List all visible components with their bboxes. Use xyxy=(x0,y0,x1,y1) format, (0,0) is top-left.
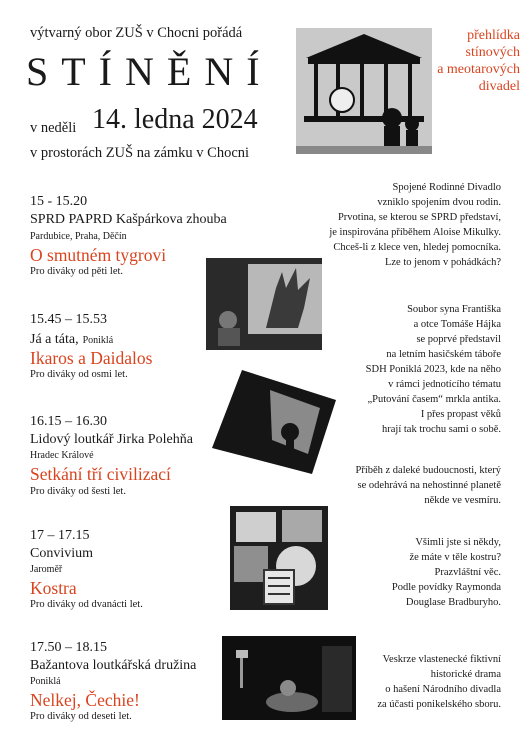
description-line: Douglase Bradburyho. xyxy=(405,597,501,608)
description-line: „Putování časem“ mrkla antika. xyxy=(367,394,501,405)
venue: v prostorách ZUŠ na zámku v Chocni xyxy=(30,145,250,161)
description-line: a otce Tomáše Hájka xyxy=(413,319,501,330)
festival-date: 14. ledna 2024 xyxy=(92,104,258,135)
program-time: 15.45 – 15.53 xyxy=(30,312,107,327)
show-description xyxy=(290,463,501,508)
description-line: Všimli jste si někdy, xyxy=(415,537,501,548)
description-line: někde ve vesmíru. xyxy=(424,495,501,506)
festival-title: STÍNĚNÍ xyxy=(26,49,273,94)
ensemble-name: Bažantova loutkářská družina xyxy=(30,658,197,673)
program-time: 15 - 15.20 xyxy=(30,194,88,209)
show-description xyxy=(260,180,501,270)
subtitle-line: a meotarových xyxy=(437,62,520,77)
show-title: Ikaros a Daidalos xyxy=(30,348,153,368)
show-photo xyxy=(222,636,356,720)
description-line: Veskrze vlastenecké fiktivní xyxy=(382,654,501,665)
description-line: je inspirována příběhem Aloise Mikulky. xyxy=(329,227,501,238)
program-time: 16.15 – 16.30 xyxy=(30,414,107,429)
description-line: že máte v těle kostru? xyxy=(409,552,501,563)
ensemble-name: Já a táta, xyxy=(30,332,79,347)
ensemble-name: SPRD PAPRD Kašpárkova zhouba xyxy=(30,212,227,227)
show-title: O smutném tygrovi xyxy=(30,245,167,265)
age-recommendation: Pro diváky od osmi let. xyxy=(30,369,128,380)
show-photo xyxy=(212,370,336,474)
description-line: za účasti ponikelského sboru. xyxy=(377,699,501,710)
ensemble-place: Pardubice, Praha, Děčín xyxy=(30,231,127,242)
description-line: Prvotina, se kterou se SPRD představí, xyxy=(337,212,501,223)
description-line: na letním hasičském táboře xyxy=(386,349,501,360)
ensemble-place: Poniklá xyxy=(82,335,114,346)
puppet-scene-image xyxy=(222,636,356,720)
subtitle-line: přehlídka xyxy=(467,28,520,43)
description-line: Podle povídky Raymonda xyxy=(391,582,501,593)
date-prefix: v neděli xyxy=(30,120,77,136)
description-line: se poprvé představil xyxy=(416,334,501,345)
description-line: Prazvláštní věc. xyxy=(434,567,501,578)
description-line: Lze to jenom v pohádkách? xyxy=(384,257,501,268)
show-photo xyxy=(230,506,328,610)
description-line: Příběh z daleké budoucnosti, který xyxy=(355,465,501,476)
program-time: 17 – 17.15 xyxy=(30,528,90,543)
program-time: 17.50 – 18.15 xyxy=(30,640,107,655)
description-line: se odehrává na nehostinné planetě xyxy=(357,480,501,491)
subtitle-line: divadel xyxy=(478,79,520,94)
description-line: Spojené Rodinné Divadlo xyxy=(392,182,501,193)
ensemble-name: Lidový loutkář Jirka Polehňa xyxy=(30,432,193,447)
description-line: v rámci jednotícího tématu xyxy=(388,379,501,390)
age-recommendation: Pro diváky od pěti let. xyxy=(30,266,124,277)
projection-collage-image xyxy=(230,506,328,610)
show-title: Kostra xyxy=(30,578,77,598)
description-line: Chceš-li z klece ven, hledej pomocníka. xyxy=(333,242,501,253)
show-description xyxy=(350,652,501,712)
ensemble-name: Convivium xyxy=(30,546,94,561)
description-line: o hašení Národního divadla xyxy=(385,684,501,695)
ensemble-place: Poniklá xyxy=(30,676,61,687)
show-description xyxy=(340,535,501,610)
organizer-intro: výtvarný obor ZUŠ v Chocni pořádá xyxy=(30,25,243,41)
description-line: hrají tak trochu sami o sobě. xyxy=(382,424,501,435)
ensemble-place: Hradec Králové xyxy=(30,450,94,461)
festival-subtitle xyxy=(390,27,520,95)
shadow-profile-image xyxy=(212,370,336,474)
description-line: vzniklo spojením dvou rodin. xyxy=(377,197,501,208)
subtitle-line: stínových xyxy=(465,45,520,60)
description-line: SDH Poniklá 2023, kde na něho xyxy=(365,364,501,375)
age-recommendation: Pro diváky od deseti let. xyxy=(30,711,132,722)
description-line: historické drama xyxy=(430,669,501,680)
ensemble-line xyxy=(30,330,113,348)
age-recommendation: Pro diváky od dvanácti let. xyxy=(30,599,143,610)
show-title: Nelkej, Čechie! xyxy=(30,690,140,710)
ensemble-place: Jaroměř xyxy=(30,564,63,575)
description-line: I přes propast věků xyxy=(420,409,501,420)
show-title: Setkání tří civilizací xyxy=(30,464,171,484)
age-recommendation: Pro diváky od šesti let. xyxy=(30,486,126,497)
description-line: Soubor syna Františka xyxy=(407,304,501,315)
